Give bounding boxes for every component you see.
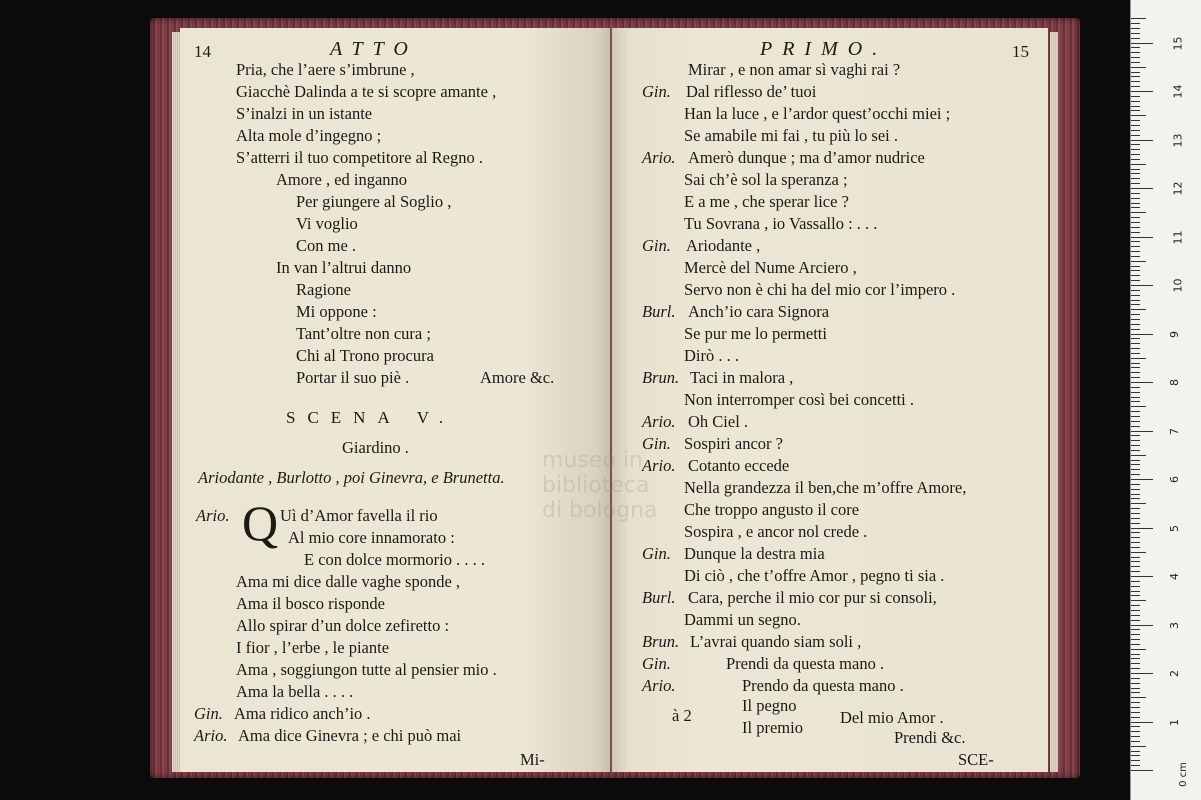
ruler-tick xyxy=(1131,304,1140,305)
ruler-tick xyxy=(1131,644,1140,645)
ruler-tick xyxy=(1131,426,1140,427)
speaker-label: Gin. xyxy=(194,704,223,723)
ruler-tick xyxy=(1131,178,1140,179)
ruler-tick xyxy=(1131,494,1140,495)
ruler-tick xyxy=(1131,765,1140,766)
verse-line: Ragione xyxy=(296,280,351,299)
dialogue-line: Prendo da questa mano . xyxy=(742,676,904,695)
ruler-number: 8 xyxy=(1168,379,1181,386)
ruler-tick xyxy=(1131,18,1146,19)
ruler-tick xyxy=(1131,678,1140,679)
verse-line: Vi voglio xyxy=(296,214,358,233)
verse-line: S’inalzi in un istante xyxy=(236,104,373,123)
ruler-tick xyxy=(1131,401,1140,402)
speaker-label: Ario. xyxy=(642,456,676,475)
ruler-tick xyxy=(1131,673,1153,674)
speaker-label: Brun. xyxy=(642,632,680,651)
ruler-tick xyxy=(1131,261,1146,262)
dialogue-line: E a me , che sperar lice ? xyxy=(684,192,849,211)
ruler-tick xyxy=(1131,43,1153,44)
library-watermark: museo in biblioteca di bologna xyxy=(542,448,658,523)
ruler-tick xyxy=(1131,561,1140,562)
duet-line: Il premio xyxy=(742,718,803,737)
ruler-tick xyxy=(1131,96,1140,97)
dialogue-line: Di ciò , che t’offre Amor , pegno ti sia . xyxy=(684,566,945,585)
ruler-tick xyxy=(1131,581,1140,582)
speaker-label: Gin. xyxy=(642,654,671,673)
dialogue-line: Dal riflesso de’ tuoi xyxy=(686,82,817,101)
ruler-tick xyxy=(1131,275,1140,276)
ruler-tick xyxy=(1131,367,1140,368)
ruler-tick xyxy=(1131,241,1140,242)
running-head: PRIMO. xyxy=(760,38,888,60)
dialogue-line: Dunque la destra mia xyxy=(684,544,825,563)
ruler-tick xyxy=(1131,435,1140,436)
ruler-tick xyxy=(1131,106,1140,107)
ruler-tick xyxy=(1131,726,1140,727)
ruler-tick xyxy=(1131,460,1140,461)
ruler-number: 5 xyxy=(1168,524,1181,532)
speaker-label: Gin. xyxy=(642,544,671,563)
ruler-tick xyxy=(1131,746,1146,747)
ruler-tick xyxy=(1131,421,1140,422)
ruler-tick xyxy=(1131,513,1140,514)
dialogue-line: I fior , l’erbe , le piante xyxy=(236,638,390,657)
dialogue-line: Ariodante , xyxy=(686,236,761,255)
dialogue-line: Cara, perche il mio cor pur si consoli, xyxy=(688,588,937,607)
ruler-tick xyxy=(1131,62,1140,63)
duet-tail: Del mio Amor . xyxy=(840,708,944,727)
ruler-tick xyxy=(1131,392,1140,393)
ruler-tick xyxy=(1131,532,1140,533)
ruler-tick xyxy=(1131,702,1140,703)
ruler-tick xyxy=(1131,169,1140,170)
dialogue-line: Se amabile mi fai , tu più lo sei . xyxy=(684,126,899,145)
dialogue-line: Cotanto eccede xyxy=(688,456,790,475)
dialogue-line: Sospiri ancor ? xyxy=(684,434,783,453)
ruler-tick xyxy=(1131,591,1140,592)
ruler-tick xyxy=(1131,363,1140,364)
ruler-tick xyxy=(1131,377,1140,378)
ruler-tick xyxy=(1131,222,1140,223)
ruler-tick xyxy=(1131,353,1140,354)
verse-line: Amore , ed inganno xyxy=(276,170,408,189)
ruler-tick xyxy=(1131,47,1140,48)
ruler-tick xyxy=(1131,76,1140,77)
ruler-tick xyxy=(1131,285,1153,286)
ruler-tick xyxy=(1131,736,1140,737)
verse-line: Alta mole d’ingegno ; xyxy=(236,126,382,145)
dialogue-line: Dammi un segno. xyxy=(684,610,801,629)
ruler-tick xyxy=(1131,343,1140,344)
ruler-tick xyxy=(1131,634,1140,635)
ruler-tick xyxy=(1131,518,1140,519)
ruler-tick xyxy=(1131,334,1153,335)
verse-line: Chi al Trono procura xyxy=(296,346,434,365)
measurement-ruler xyxy=(1130,0,1201,800)
ruler-tick xyxy=(1131,469,1140,470)
verse-line: Pria, che l’aere s’imbrune , xyxy=(236,60,415,79)
da-capo-marker: Amore &c. xyxy=(480,368,555,387)
ruler-number: 15 xyxy=(1171,36,1185,50)
ruler-tick xyxy=(1131,668,1140,669)
ruler-tick xyxy=(1131,207,1140,208)
ruler-tick xyxy=(1131,91,1153,92)
ruler-tick xyxy=(1131,329,1140,330)
ruler-tick xyxy=(1131,23,1140,24)
ruler-tick xyxy=(1131,547,1140,548)
speaker-label: Gin. xyxy=(642,82,671,101)
dialogue-line: Taci in malora , xyxy=(690,368,794,387)
catchword: SCE- xyxy=(958,750,994,769)
catchword: Mi- xyxy=(520,750,545,769)
ruler-tick xyxy=(1131,110,1140,111)
ruler-tick xyxy=(1131,600,1146,601)
ruler-tick xyxy=(1131,38,1140,39)
ruler-tick xyxy=(1131,707,1140,708)
speaker-label: Gin. xyxy=(642,434,671,453)
dialogue-line: L’avrai quando siam soli , xyxy=(690,632,862,651)
ruler-tick xyxy=(1131,649,1146,650)
ruler-tick xyxy=(1131,770,1153,771)
ruler-tick xyxy=(1131,33,1140,34)
ruler-tick xyxy=(1131,164,1146,165)
verse-line: Giacchè Dalinda a te si scopre amante , xyxy=(236,82,497,101)
ruler-tick xyxy=(1131,751,1140,752)
ruler-number: 13 xyxy=(1171,133,1185,147)
verse-line: Mi oppone : xyxy=(296,302,377,321)
speaker-label: Burl. xyxy=(642,302,676,321)
ruler-tick xyxy=(1131,101,1140,102)
ruler-tick xyxy=(1131,256,1140,257)
dialogue-line: Uì d’Amor favella il rio xyxy=(280,506,438,525)
ruler-tick xyxy=(1131,115,1146,116)
ruler-tick xyxy=(1131,300,1140,301)
ruler-tick xyxy=(1131,159,1140,160)
ruler-tick xyxy=(1131,72,1140,73)
da-capo-marker: Prendi &c. xyxy=(894,728,966,747)
dialogue-line: Allo spirar d’un dolce zefiretto : xyxy=(236,616,450,635)
ruler-tick xyxy=(1131,309,1146,310)
ruler-tick xyxy=(1131,479,1153,480)
ruler-tick xyxy=(1131,639,1140,640)
dialogue-line: Han la luce , e l’ardor quest’occhi miei ; xyxy=(684,104,951,123)
duet-marker: à 2 xyxy=(672,706,692,725)
ruler-tick xyxy=(1131,741,1140,742)
ruler-tick xyxy=(1131,629,1140,630)
ruler-unit-label: 0 cm xyxy=(1177,762,1189,787)
ruler-tick xyxy=(1131,688,1140,689)
dialogue-line: Ama ridico anch’io . xyxy=(234,704,371,723)
ruler-number: 7 xyxy=(1168,427,1181,435)
ruler-tick xyxy=(1131,397,1140,398)
dialogue-line: Mercè del Nume Arciero , xyxy=(684,258,857,277)
ruler-tick xyxy=(1131,411,1140,412)
ruler-number: 6 xyxy=(1168,476,1181,483)
ruler-tick xyxy=(1131,731,1140,732)
ruler-number: 11 xyxy=(1171,230,1185,244)
ruler-tick xyxy=(1131,280,1140,281)
dialogue-line: Ama il bosco risponde xyxy=(236,594,385,613)
ruler-tick xyxy=(1131,610,1140,611)
ruler-tick xyxy=(1131,144,1140,145)
ruler-number: 14 xyxy=(1171,84,1185,99)
scene-title: SCENA V. xyxy=(286,408,456,427)
dialogue-line: Tu Sovrana , io Vassallo : . . . xyxy=(684,214,878,233)
ruler-number: 1 xyxy=(1168,718,1181,726)
ruler-tick xyxy=(1131,528,1153,529)
speaker-label: Ario. xyxy=(194,726,228,745)
verse-line: Con me . xyxy=(296,236,357,255)
ruler-tick xyxy=(1131,712,1140,713)
ruler-tick xyxy=(1131,382,1153,383)
ruler-tick xyxy=(1131,620,1140,621)
ruler-tick xyxy=(1131,212,1146,213)
page-number: 15 xyxy=(1012,42,1029,61)
verse-line: Tant’oltre non cura ; xyxy=(296,324,431,343)
dialogue-line: Che troppo angusto il core xyxy=(684,500,860,519)
ruler-tick xyxy=(1131,595,1140,596)
ruler-tick xyxy=(1131,416,1140,417)
ruler-tick xyxy=(1131,270,1140,271)
ruler-tick xyxy=(1131,552,1146,553)
ruler-tick xyxy=(1131,692,1140,693)
scene-characters: Ariodante , Burlotto , poi Ginevra, e Brunetta. xyxy=(198,468,505,487)
right-page xyxy=(542,28,1048,772)
ruler-number: 4 xyxy=(1168,573,1181,580)
verse-line: S’atterri il tuo competitore al Regno . xyxy=(236,148,483,167)
ruler-tick xyxy=(1131,625,1153,626)
ruler-tick xyxy=(1131,576,1153,577)
ruler-tick xyxy=(1131,183,1140,184)
ruler-tick xyxy=(1131,358,1146,359)
ruler-tick xyxy=(1131,508,1140,509)
dialogue-line: Ama , soggiungon tutte al pensier mio . xyxy=(236,660,497,679)
speaker-label: Ario. xyxy=(642,412,676,431)
ruler-tick xyxy=(1131,464,1140,465)
ruler-tick xyxy=(1131,566,1140,567)
ruler-tick xyxy=(1131,232,1140,233)
ruler-tick xyxy=(1131,188,1153,189)
ruler-tick xyxy=(1131,615,1140,616)
ruler-tick xyxy=(1131,474,1140,475)
ruler-tick xyxy=(1131,246,1140,247)
dialogue-line: Non interromper così bei concetti . xyxy=(684,390,915,409)
dialogue-line: Al mio core innamorato : xyxy=(288,528,455,547)
ruler-tick xyxy=(1131,348,1140,349)
dialogue-line: Dirò . . . xyxy=(684,346,739,365)
ruler-tick xyxy=(1131,67,1146,68)
ruler-tick xyxy=(1131,440,1140,441)
ruler-tick xyxy=(1131,455,1146,456)
ruler-tick xyxy=(1131,717,1140,718)
ruler-tick xyxy=(1131,571,1140,572)
verse-line: In van l’altrui danno xyxy=(276,258,412,277)
ruler-tick xyxy=(1131,503,1146,504)
speaker-label: Brun. xyxy=(642,368,680,387)
dialogue-line: Ama dice Ginevra ; e chi può mai xyxy=(238,726,462,745)
ruler-tick xyxy=(1131,314,1140,315)
speaker-label: Ario. xyxy=(196,506,230,525)
ruler-tick xyxy=(1131,86,1140,87)
page-number: 14 xyxy=(194,42,211,61)
ruler-tick xyxy=(1131,135,1140,136)
ruler-tick xyxy=(1131,557,1140,558)
ruler-tick xyxy=(1131,722,1153,723)
verse-line: Portar il suo piè . xyxy=(296,368,410,387)
ruler-tick xyxy=(1131,697,1146,698)
ruler-tick xyxy=(1131,193,1140,194)
ruler-tick xyxy=(1131,154,1140,155)
ruler-tick xyxy=(1131,203,1140,204)
dialogue-line: Ama la bella . . . . xyxy=(236,682,354,701)
ruler-tick xyxy=(1131,227,1140,228)
ruler-number: 9 xyxy=(1168,330,1181,338)
ruler-tick xyxy=(1131,324,1140,325)
dialogue-line: Anch’io cara Signora xyxy=(688,302,830,321)
ruler-number: 12 xyxy=(1171,181,1185,196)
ruler-tick xyxy=(1131,237,1153,238)
ruler-tick xyxy=(1131,52,1140,53)
dialogue-line: Nella grandezza il ben,che m’offre Amore, xyxy=(684,478,967,497)
dialogue-line: Oh Ciel . xyxy=(688,412,749,431)
dialogue-line: Prendi da questa mano . xyxy=(726,654,885,673)
ruler-tick xyxy=(1131,217,1140,218)
ruler-tick xyxy=(1131,81,1140,82)
ruler-tick xyxy=(1131,372,1140,373)
dialogue-line: Amerò dunque ; ma d’amor nudrice xyxy=(688,148,925,167)
running-head: ATTO xyxy=(330,38,418,60)
ruler-tick xyxy=(1131,338,1140,339)
dialogue-line: Ama mi dice dalle vaghe sponde , xyxy=(236,572,461,591)
ruler-tick xyxy=(1131,755,1140,756)
ruler-tick xyxy=(1131,387,1140,388)
ruler-tick xyxy=(1131,537,1140,538)
ruler-tick xyxy=(1131,663,1140,664)
ruler-tick xyxy=(1131,140,1153,141)
scene-setting: Giardino . xyxy=(342,438,409,457)
ruler-tick xyxy=(1131,586,1140,587)
ruler-tick xyxy=(1131,295,1140,296)
ruler-number: 3 xyxy=(1168,621,1181,629)
ruler-tick xyxy=(1131,406,1146,407)
ruler-tick xyxy=(1131,445,1140,446)
speaker-label: Gin. xyxy=(642,236,671,255)
drop-cap: Q xyxy=(242,495,279,551)
ruler-tick xyxy=(1131,658,1140,659)
left-page xyxy=(180,28,610,772)
ruler-tick xyxy=(1131,290,1140,291)
ruler-tick xyxy=(1131,683,1140,684)
page-edges-left xyxy=(172,32,180,772)
dialogue-line: Mirar , e non amar sì vaghi rai ? xyxy=(688,60,901,79)
dialogue-line: Sospira , e ancor nol crede . xyxy=(684,522,868,541)
ruler-tick xyxy=(1131,198,1140,199)
ruler-tick xyxy=(1131,251,1140,252)
ruler-tick xyxy=(1131,484,1140,485)
ruler-tick xyxy=(1131,28,1140,29)
ruler-tick xyxy=(1131,523,1140,524)
ruler-tick xyxy=(1131,431,1153,432)
duet-line: Il pegno xyxy=(742,696,797,715)
ruler-tick xyxy=(1131,450,1140,451)
verse-line: Per giungere al Soglio , xyxy=(296,192,452,211)
ruler-tick xyxy=(1131,319,1140,320)
ruler-tick xyxy=(1131,57,1140,58)
ruler-tick xyxy=(1131,173,1140,174)
ruler-tick xyxy=(1131,605,1140,606)
ruler-tick xyxy=(1131,760,1140,761)
ruler-tick xyxy=(1131,120,1140,121)
ruler-tick xyxy=(1131,654,1140,655)
dialogue-line: E con dolce mormorio . . . . xyxy=(304,550,486,569)
dialogue-line: Se pur me lo permetti xyxy=(684,324,827,343)
ruler-number: 10 xyxy=(1171,278,1185,293)
ruler-tick xyxy=(1131,542,1140,543)
speaker-label: Ario. xyxy=(642,676,676,695)
book-spread xyxy=(150,18,1080,778)
ruler-tick xyxy=(1131,149,1140,150)
ruler-tick xyxy=(1131,498,1140,499)
ruler-tick xyxy=(1131,130,1140,131)
dialogue-line: Servo non è chi ha del mio cor l’impero . xyxy=(684,280,956,299)
ruler-tick xyxy=(1131,125,1140,126)
page-edges-right xyxy=(1050,32,1058,772)
speaker-label: Ario. xyxy=(642,148,676,167)
ruler-tick xyxy=(1131,489,1140,490)
dialogue-line: Sai ch’è sol la speranza ; xyxy=(684,170,848,189)
ruler-number: 2 xyxy=(1168,670,1181,677)
ruler-tick xyxy=(1131,266,1140,267)
speaker-label: Burl. xyxy=(642,588,676,607)
